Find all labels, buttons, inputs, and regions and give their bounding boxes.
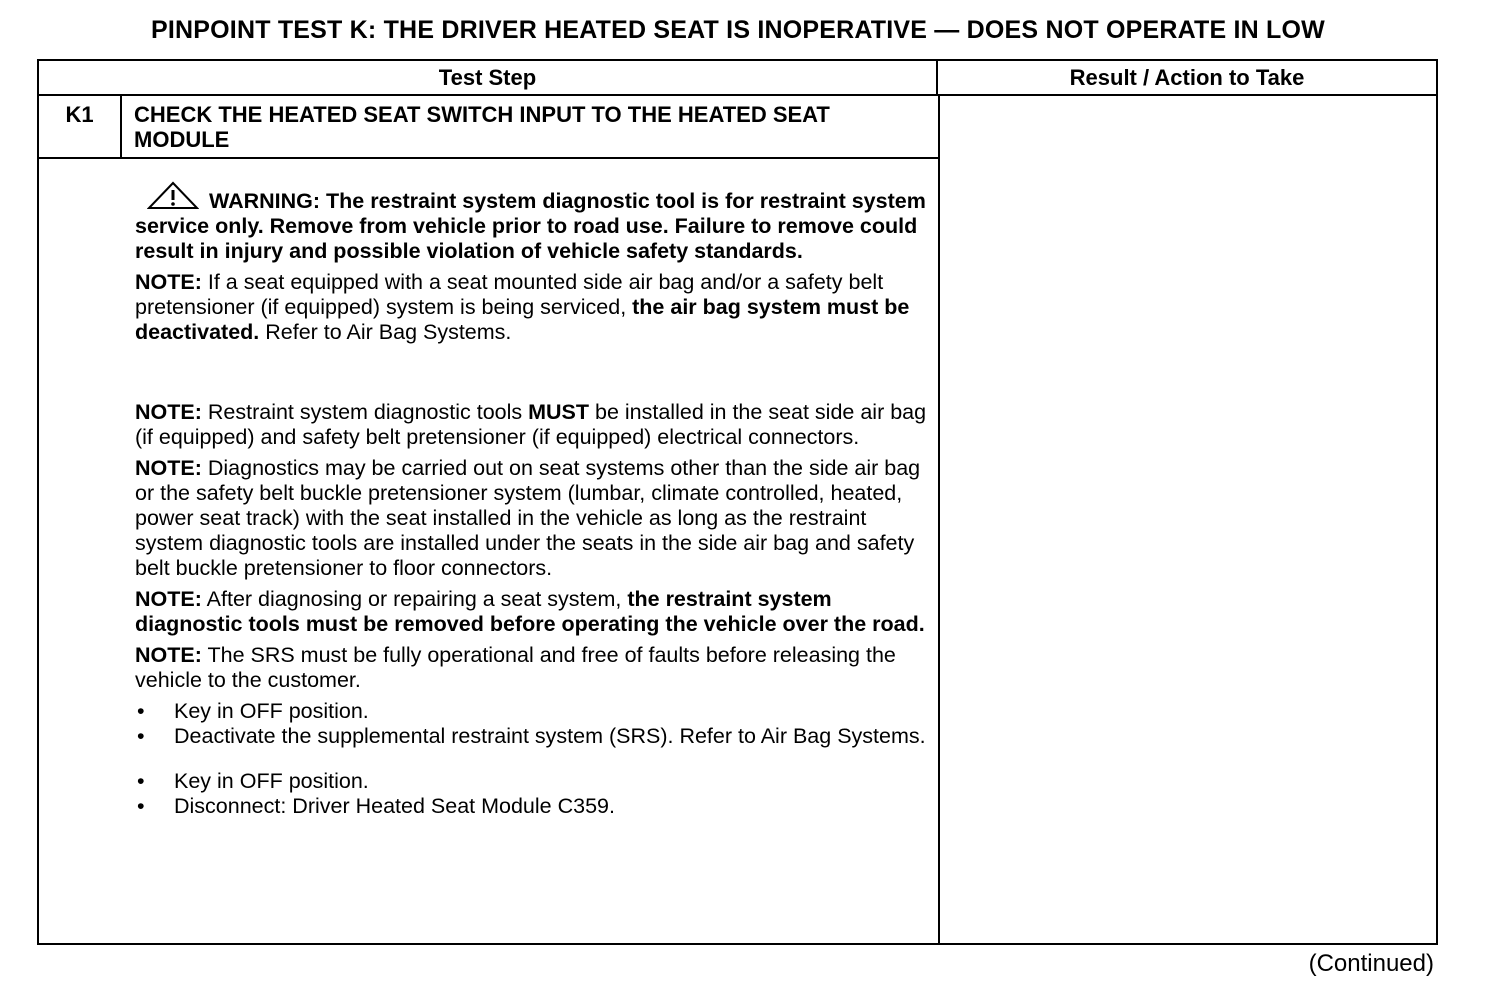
note-text: If a seat equipped with a seat mounted side air bag and/or a safety belt pretensioner (if equipped) system is being serviced, [135,270,884,319]
note-airbag-deactivate [135,270,935,345]
list-item [135,769,935,794]
note-label: NOTE: [135,270,202,294]
note-text: Restraint system diagnostic tools [201,400,529,424]
bullet-symbol: • [137,724,145,748]
result-action-cell [940,96,1436,943]
note-text: The SRS must be fully operational and free of faults before releasing the vehicle to the customer. [135,643,896,692]
list-item-text: Disconnect: Driver Heated Seat Module C359. [174,794,615,818]
warning-triangle-icon [147,181,199,211]
note-emphasis: the restraint system diagnostic tools must be removed before operating the vehicle over the road. [135,587,925,636]
bullet-symbol: • [137,769,145,793]
note-tools-installed [135,400,935,450]
list-item [135,794,935,819]
list-item-text: Deactivate the supplemental restraint system (SRS). Refer to Air Bag Systems. [174,724,926,748]
list-item-text: Key in OFF position. [174,699,369,723]
list-item [135,724,935,749]
note-label: NOTE: [135,587,202,611]
step-title-divider [39,157,938,159]
note-emphasis: MUST [528,400,590,424]
note-text: After diagnosing or repairing a seat system, [201,587,628,611]
continued-label: (Continued) [1308,950,1434,977]
note-tools-removed [135,587,935,637]
step-title: CHECK THE HEATED SEAT SWITCH INPUT TO THE HEATED SEAT MODULE [134,102,830,152]
note-text: be installed in the seat side air bag (if equipped) and safety belt pretensioner (if equipped) electrical connectors. [135,400,927,449]
note-label: NOTE: [135,643,202,667]
list-item [135,699,935,724]
note-srs-operational [135,643,935,693]
note-label: NOTE: [135,400,202,424]
step-body [135,181,935,819]
warning-text: WARNING: The restraint system diagnostic tool is for restraint system service only. Remove from vehicle prior to road use. Failure to remove could result in injury and possible violation of vehicle safety standards. [135,189,926,263]
note-text: Refer to Air Bag Systems. [259,320,512,344]
step-id: K1 [39,96,122,157]
note-emphasis: the air bag system must be deactivated. [135,295,910,344]
note-text: Diagnostics may be carried out on seat systems other than the side air bag or the safety belt buckle pretensioner system (lumbar, climate controlled, heated, power seat track) with the seat installed in the vehicle as long as the restraint system diagnostic tools are installed under the seats in the side air bag and safety belt buckle pretensioner to floor connectors. [135,456,921,580]
bullet-symbol: • [137,699,145,723]
column-header-result: Result / Action to Take [938,61,1436,96]
list-item-text: Key in OFF position. [174,769,369,793]
warning-block [135,181,935,264]
note-label: NOTE: [135,456,202,480]
pinpoint-test-table [37,59,1438,945]
note-diagnostics-other-systems [135,456,935,581]
column-header-test-step: Test Step [39,61,938,96]
page-title: PINPOINT TEST K: THE DRIVER HEATED SEAT IS INOPERATIVE — DOES NOT OPERATE IN LOW [151,16,1325,44]
bullet-symbol: • [137,794,145,818]
